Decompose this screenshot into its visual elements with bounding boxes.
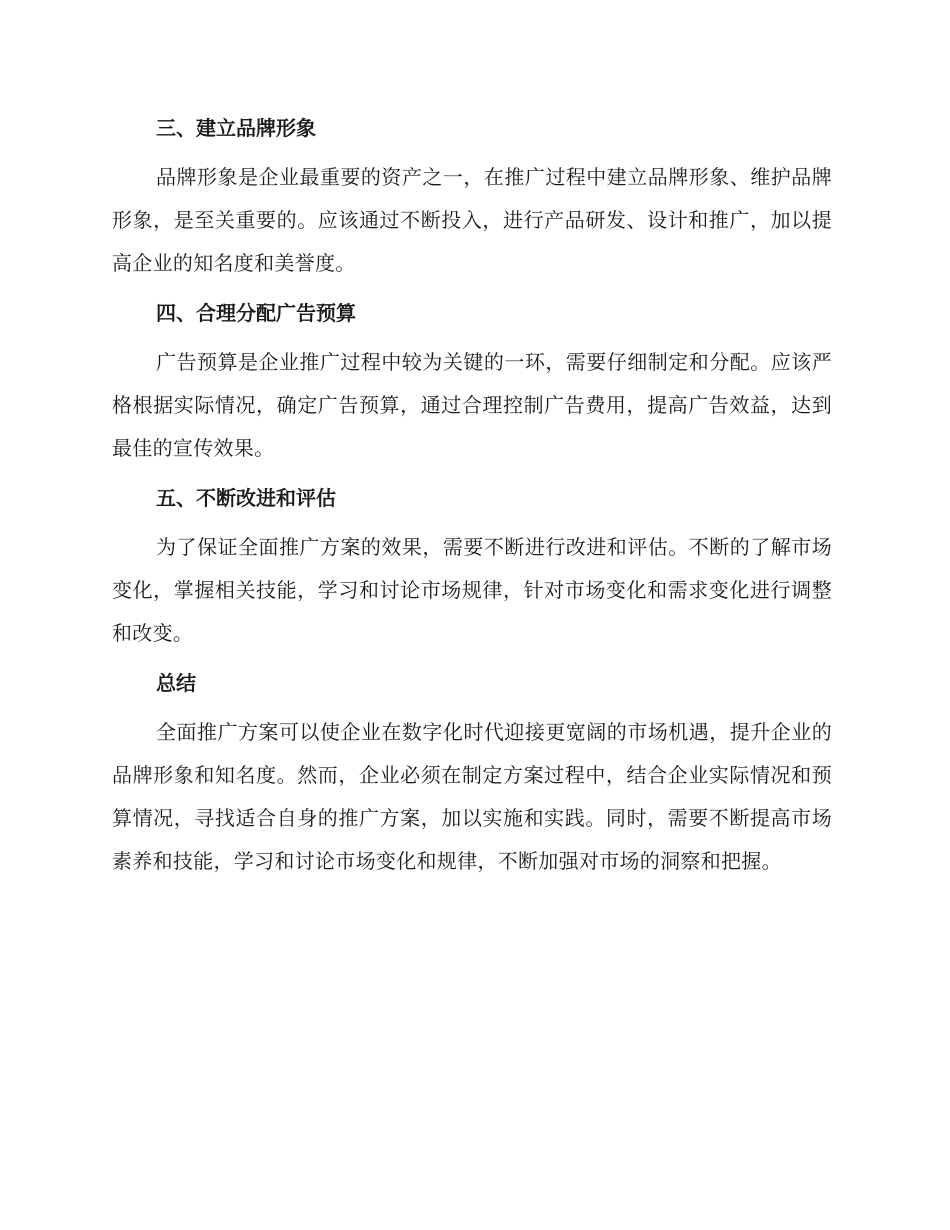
document-page — [112, 108, 832, 891]
section-paragraph-improve-evaluate: 为了保证全面推广方案的效果，需要不断进行改进和评估。不断的了解市场变化，掌握相关技能，学习和讨论市场规律，针对市场变化和需求变化进行调整和改变。 — [112, 535, 832, 645]
section-heading-improve-evaluate: 五、不断改进和评估 — [156, 486, 336, 510]
section-paragraph-brand-image: 品牌形象是企业最重要的资产之一，在推广过程中建立品牌形象、维护品牌形象，是至关重要的。应该通过不断投入，进行产品研发、设计和推广，加以提高企业的知名度和美誉度。 — [112, 165, 832, 275]
section-heading-ad-budget: 四、合理分配广告预算 — [156, 301, 356, 325]
section-paragraph-summary: 全面推广方案可以使企业在数字化时代迎接更宽阔的市场机遇，提升企业的品牌形象和知名度。然而，企业必须在制定方案过程中，结合企业实际情况和预算情况，寻找适合自身的推广方案，加以实施和实践。同时，需要不断提高市场素养和技能，学习和讨论市场变化和规律，不断加强对市场的洞察和把握。 — [112, 720, 832, 873]
section-paragraph-ad-budget: 广告预算是企业推广过程中较为关键的一环，需要仔细制定和分配。应该严格根据实际情况，确定广告预算，通过合理控制广告费用，提高广告效益，达到最佳的宣传效果。 — [112, 350, 832, 460]
section-heading-brand-image: 三、建立品牌形象 — [156, 116, 316, 140]
section-heading-summary: 总结 — [156, 671, 196, 695]
